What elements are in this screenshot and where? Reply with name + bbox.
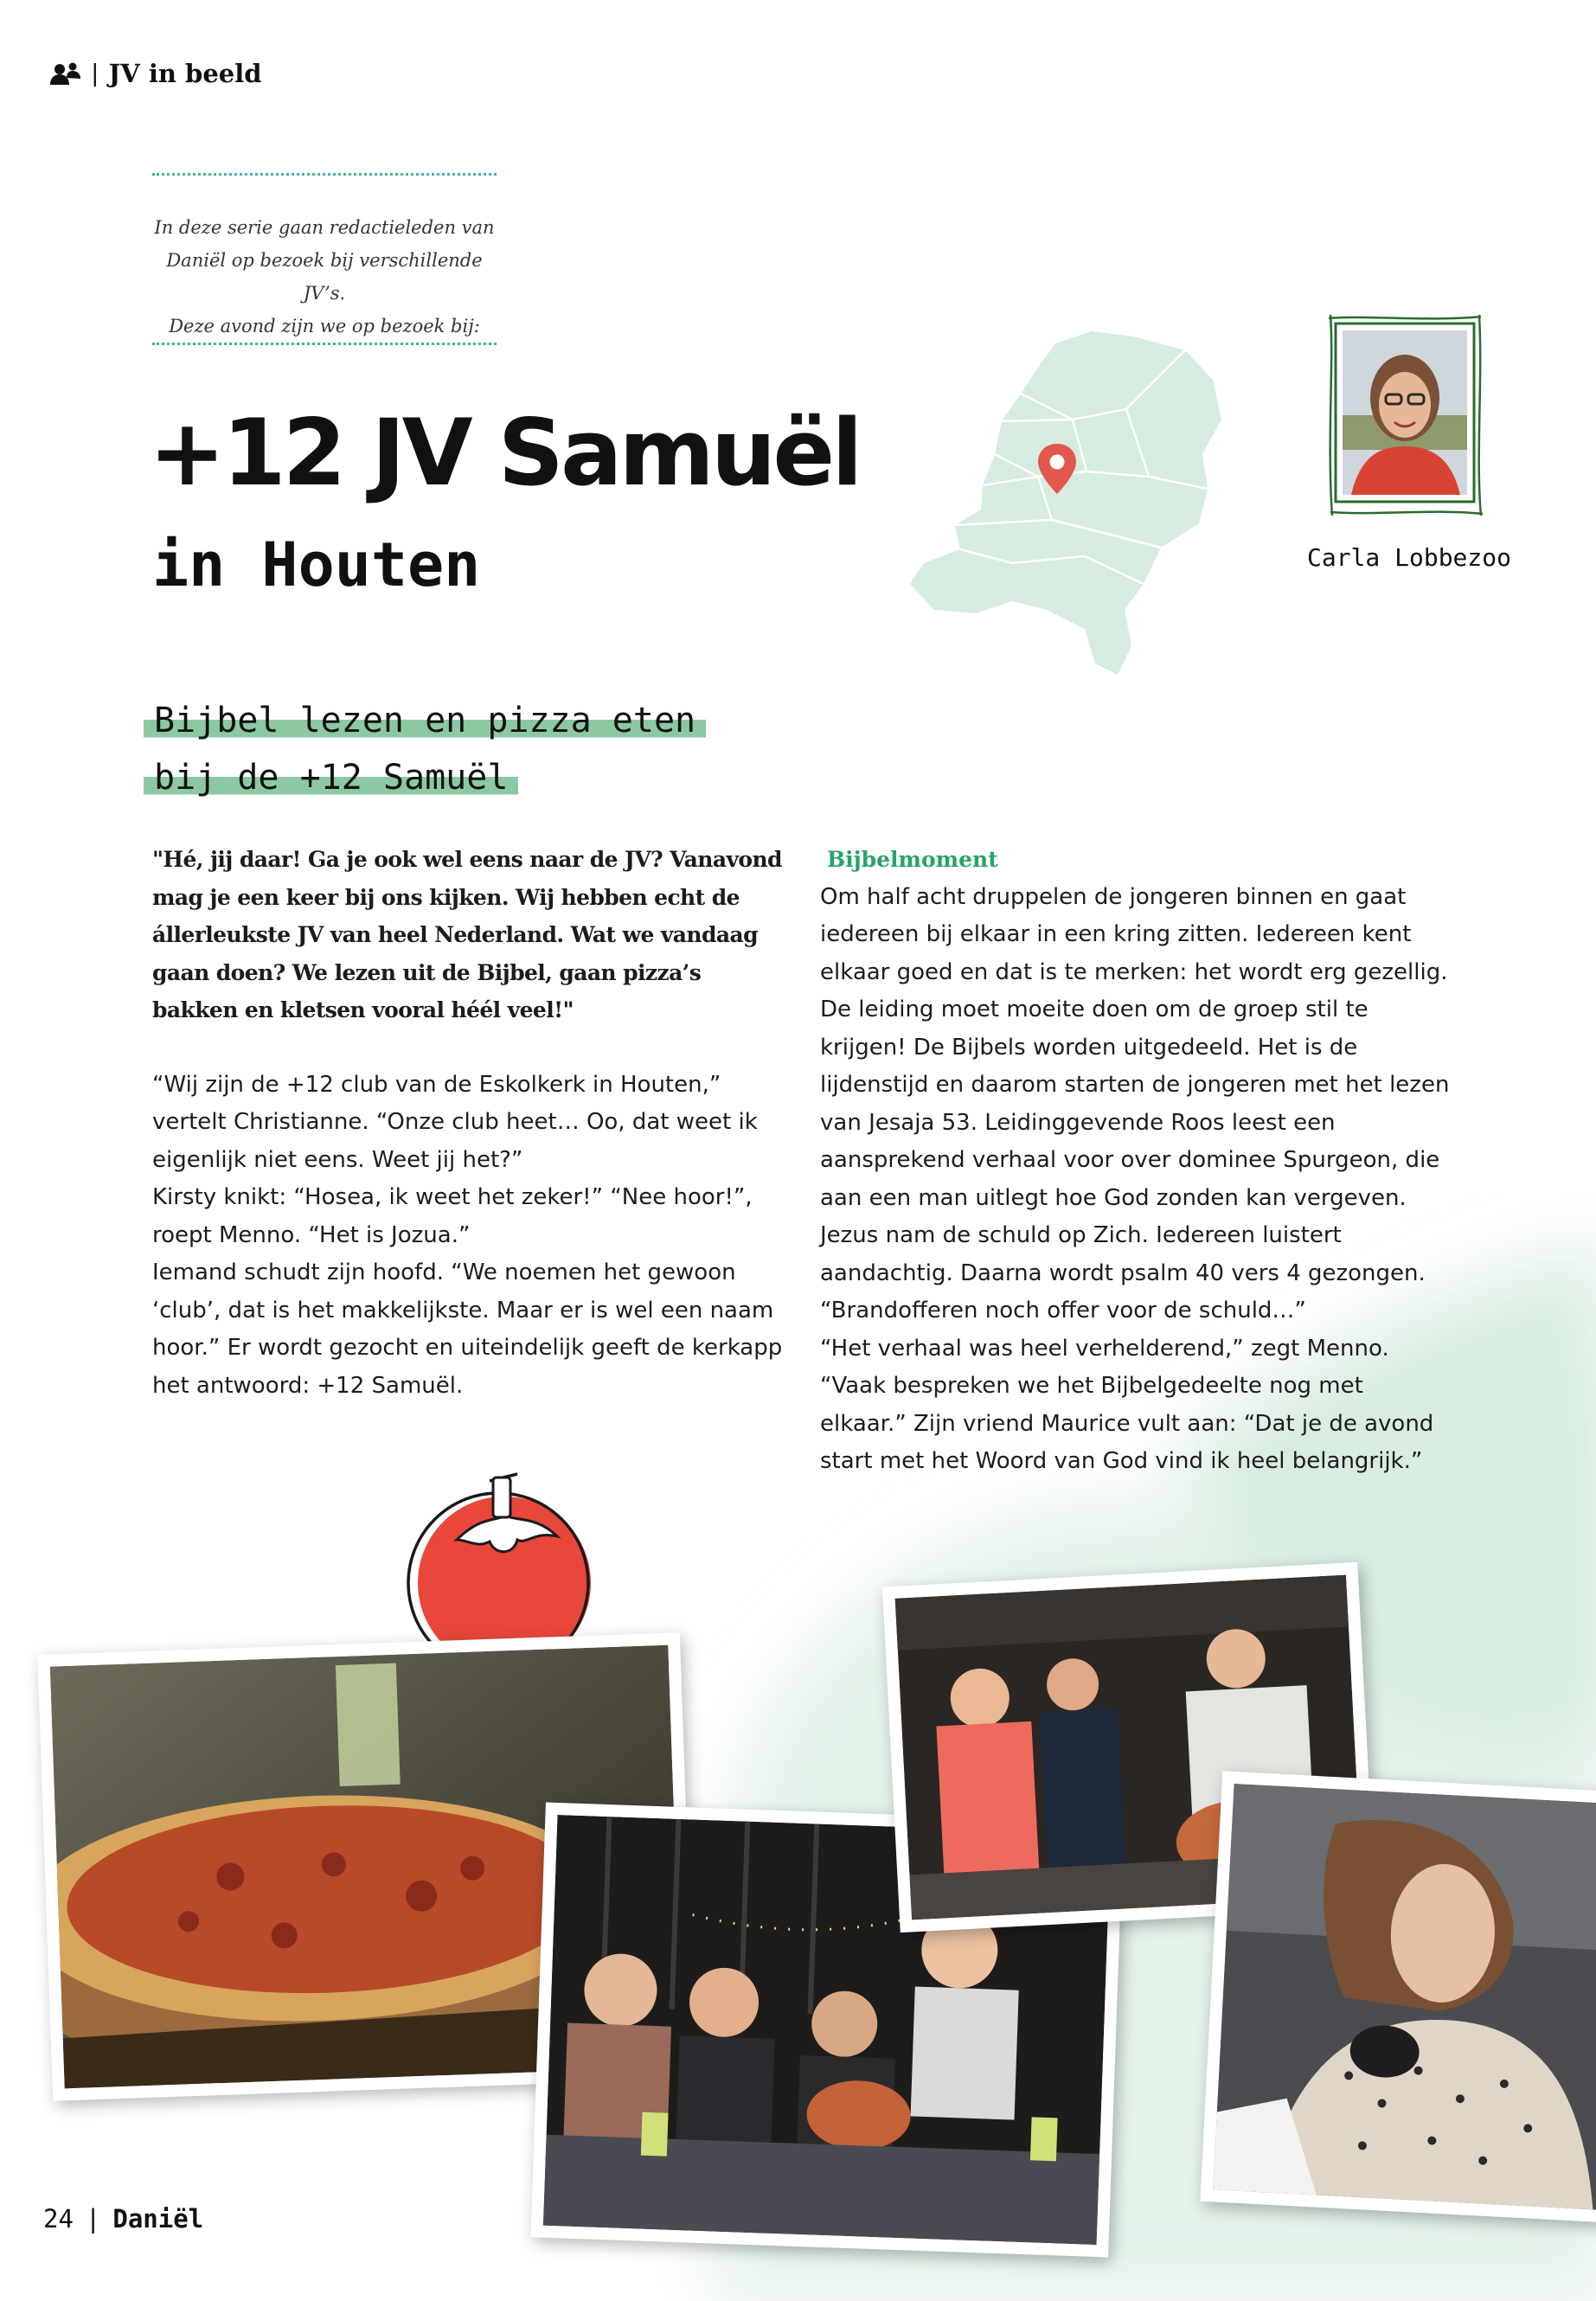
section-heading-line: bij de +12 Samuël: [144, 758, 518, 798]
intro-top-divider: [152, 173, 497, 176]
section-heading: [154, 692, 706, 806]
footer-separator: |: [85, 2204, 101, 2234]
page-subtitle: in Houten: [152, 529, 481, 600]
intro-line: Daniël op bezoek bij verschillende JV’s.: [166, 250, 483, 304]
body-paragraph: Kirsty knikt: “Hosea, ik weet het zeker!” “Nee hoor!”, roept Menno. “Het is Jozua.”: [152, 1184, 753, 1248]
body-paragraph: Om half acht druppelen de jongeren binnen en gaat iedereen bij elkaar in een kring zitten. Iedereen kent elkaar goed en dat is te merken: het wordt erg gezellig. De leiding moet moeite doen om de groep stil te krijgen! De Bijbels worden uitgedeeld. Het is de lijdenstijd en daarom starten de jongeren met het lezen van Jesaja 53. Leidinggevende Roos leest een aansprekend verhaal voor over dominee Spurgeon, die aan een man uitlegt hoe God zonden kan vergeven. Jezus nam de schuld op Zich. Iedereen luistert aandachtig. Daarna wordt psalm 40 vers 4 gezongen. “Brandofferen noch offer voor de schuld…”: [820, 883, 1450, 1324]
subheading-bijbelmoment: Bijbelmoment: [827, 847, 998, 872]
magazine-name: Daniël: [112, 2204, 204, 2234]
netherlands-map: [900, 324, 1254, 688]
header-separator: |: [92, 59, 99, 87]
page-number: 24: [43, 2204, 74, 2234]
lead-paragraph: "Hé, jij daar! Ga je ook wel eens naar de JV? Vanavond mag je een keer bij ons kijken. Wij hebben echt de állerleukste JV van heel Nederland. Wat we vandaag gaan doen? We lezen uit de Bijbel, gaan pizza’s bakken en kletsen vooral héél veel!": [152, 847, 782, 1022]
page-title: +12 JV Samuël: [149, 400, 860, 506]
author-name: Carla Lobbezoo: [1306, 543, 1511, 572]
people-icon: [50, 61, 81, 87]
intro-line: In deze serie gaan redactieleden van: [154, 217, 495, 238]
body-paragraph: “Wij zijn de +12 club van de Eskolkerk in Houten,” vertelt Christianne. “Onze club heet… Oo, dat weet ik eigenlijk niet eens. Weet jij het?”: [152, 1071, 758, 1173]
section-label: JV in beeld: [108, 59, 262, 88]
left-column: [152, 841, 784, 1405]
section-header: [50, 59, 262, 88]
intro-line: Deze avond zijn we op bezoek bij:: [169, 316, 480, 336]
section-heading-line: Bijbel lezen en pizza eten: [144, 701, 706, 740]
photo-girl-reading: [1200, 1771, 1596, 2223]
body-paragraph: “Het verhaal was heel verhelderend,” zegt Menno. “Vaak bespreken we het Bijbelgedeelte nog met elkaar.” Zijn vriend Maurice vult aan: “Dat je de avond start met het Woord van God vind ik heel belangrijk.”: [820, 1335, 1434, 1474]
author-photo: [1325, 311, 1484, 521]
body-paragraph: Iemand schudt zijn hoofd. “We noemen het gewoon ‘club’, dat is het makkelijkste. Maar er is wel een naam hoor.” Er wordt gezocht en uiteindelijk geeft de kerkapp het antwoord: +12 Samuël.: [152, 1259, 783, 1399]
intro-text: [147, 211, 502, 343]
page-footer: [43, 2204, 203, 2234]
intro-bottom-divider: [152, 343, 497, 345]
right-column: [820, 841, 1456, 1481]
